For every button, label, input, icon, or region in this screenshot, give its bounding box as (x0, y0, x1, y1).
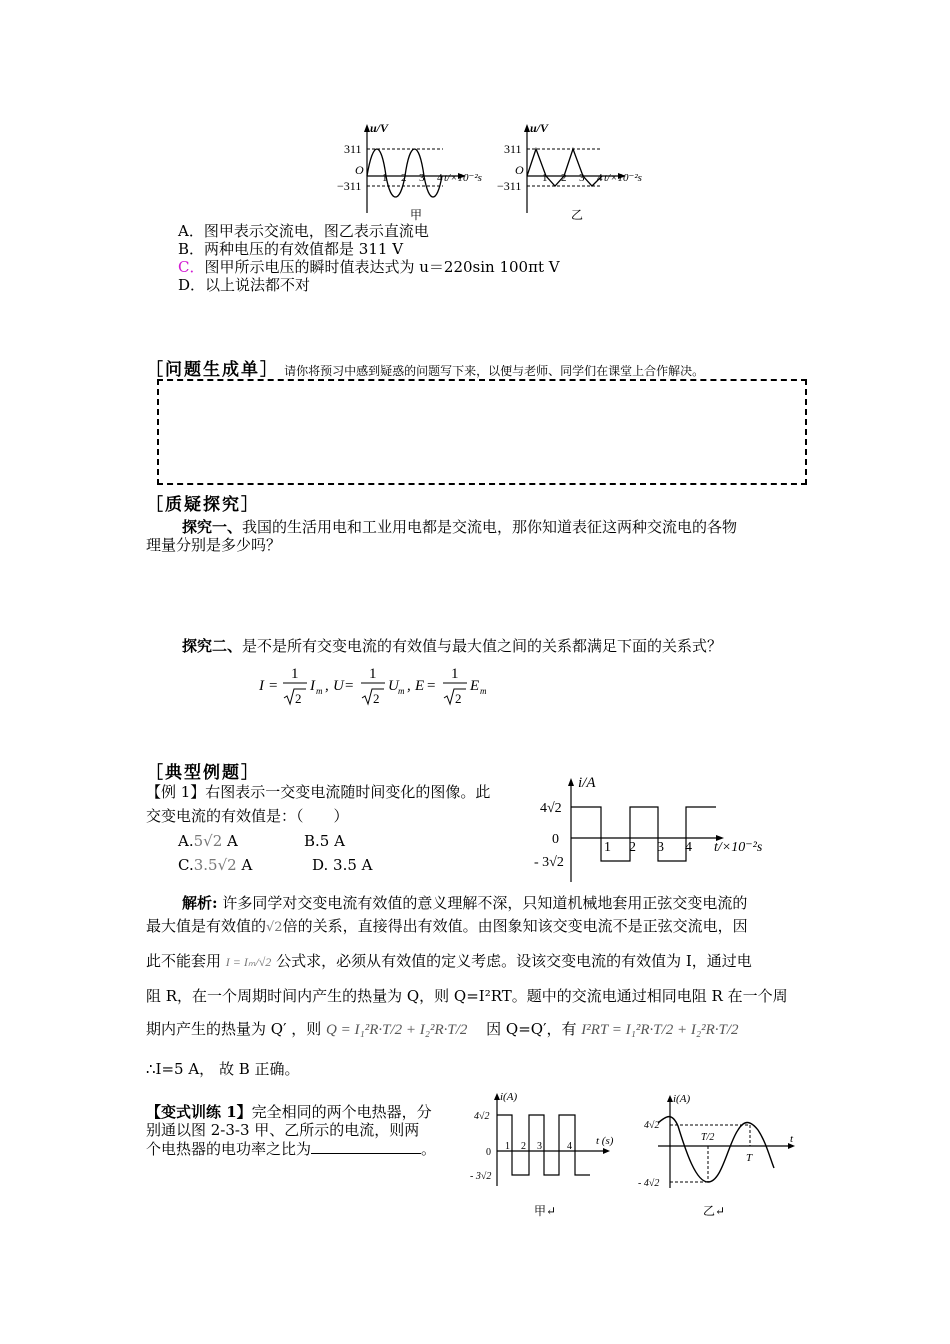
section-title-questions: ［问题生成单］ (146, 360, 279, 380)
svg-text:1: 1 (369, 666, 377, 682)
svg-text:=: = (427, 678, 436, 694)
svg-text:2: 2 (373, 691, 380, 706)
jia-tick-3: 3 (419, 172, 425, 184)
exercise-figure-yi (638, 1093, 795, 1218)
svg-text:E: E (415, 678, 425, 694)
ex1-xlabel: t/×10⁻²s (714, 840, 763, 855)
example1-option-c: C.3.5√2 A (178, 856, 253, 874)
jia-ylabel: u/V (370, 121, 389, 135)
ex2-jia-ybot: - 3√2 (470, 1171, 492, 1182)
solution-formula-im: I = Iₘ/√2 (225, 955, 272, 969)
section-title-explore: ［质疑探究］ (146, 495, 260, 515)
questions-note: 请你将预习中感到疑惑的问题写下来，以便与老师、同学们在课堂上合作解决。 (284, 364, 705, 378)
question-input-box[interactable] (157, 379, 807, 485)
ex2-jia-zero: 0 (486, 1147, 491, 1158)
solution-line2: 最大值是有效值的√2倍的关系，直接得出有效值。由图象知该交变电流不是正弦交流电，因 (146, 917, 748, 935)
exercise-figures (460, 1088, 810, 1228)
yi-tick-4: 4 (597, 172, 603, 184)
svg-text:U: U (333, 678, 344, 694)
ex1-tick-3: 3 (657, 840, 664, 855)
ex2-jia-tick-1: 1 (505, 1141, 510, 1152)
svg-text:2: 2 (455, 691, 462, 706)
example1-figure (520, 770, 780, 888)
ex2-yi-ybot: - 4√2 (638, 1178, 660, 1189)
svg-text:1: 1 (451, 666, 459, 682)
ex1-zero: 0 (552, 832, 559, 847)
jia-tick-1: 1 (382, 172, 388, 184)
ex2-jia-tick-4: 4 (567, 1141, 572, 1152)
yi-ymin: −311 (497, 179, 522, 193)
svg-text:I: I (259, 678, 264, 694)
example1-line2: 交变电流的有效值是：（ ） (146, 807, 349, 825)
solution-conclusion: ∴I=5 A， 故 B 正确。 (146, 1060, 300, 1078)
svg-text:,: , (407, 678, 411, 694)
svg-text:1: 1 (291, 666, 299, 682)
top-figures (330, 118, 660, 228)
yi-tick-3: 3 (579, 172, 585, 184)
ex1-ylabel: i/A (578, 775, 596, 791)
figure-yi-triangle (497, 121, 642, 222)
solution-line4: 阻 R，在一个周期时间内产生的热量为 Q，则 Q=I²RT。题中的交流电通过相同电阻 R 在一个周 (146, 987, 788, 1005)
yi-ymax: 311 (504, 142, 522, 156)
ex2-yi-ylabel: i(A) (673, 1093, 691, 1105)
jia-ymax: 311 (344, 142, 362, 156)
exercise-label: 【变式训练 1】 (146, 1103, 252, 1121)
yi-ylabel: u/V (530, 121, 549, 135)
svg-text:m: m (316, 686, 323, 696)
yi-origin: O (515, 163, 524, 177)
jia-tick-4: 4 (437, 172, 443, 184)
example1-option-d: D. 3.5 A (312, 856, 373, 874)
example1-option-a: A.5√2 A (178, 832, 238, 850)
svg-text:2: 2 (295, 691, 302, 706)
svg-text:I: I (310, 678, 315, 694)
effective-value-formula (255, 660, 515, 710)
svg-text:E: E (470, 678, 480, 694)
solution-formula-equality: I²RT = I₁²R·T/2 + I₂²R·T/2 (581, 1022, 739, 1038)
ex2-jia-tick-2: 2 (521, 1141, 526, 1152)
example1-line1: 【例 1】右图表示一交变电流随时间变化的图像。此 (146, 783, 491, 801)
solution-line1: 解析: 许多同学对交变电流有效值的意义理解不深，只知道机械地套用正弦交变电流的 (182, 894, 748, 912)
ex2-yi-caption: 乙↵ (703, 1204, 726, 1218)
exercise-line1: 【变式训练 1】完全相同的两个电热器，分 (146, 1103, 432, 1121)
figure-jia-sine (337, 121, 482, 222)
yi-tick-1: 1 (542, 172, 548, 184)
svg-text:=: = (269, 678, 278, 694)
jia-xlabel: t/×10⁻²s (444, 172, 482, 184)
exercise-line3: 个电热器的电功率之比为 。 (146, 1140, 437, 1158)
questions-header (146, 355, 704, 380)
explore-q1-label: 探究一、 (182, 518, 243, 536)
option-c-letter: C． (178, 258, 205, 276)
jia-origin: O (355, 163, 364, 177)
exercise-figure-jia (470, 1091, 614, 1218)
yi-caption: 乙 (571, 208, 584, 222)
solution-formula-q: Q = I₁²R·T/2 + I₂²R·T/2 (326, 1022, 468, 1038)
solution-line5: 期内产生的热量为 Q′ ，则 Q = I₁²R·T/2 + I₂²R·T/2 因 Q=Q′，有 I²RT = I₁²R·T/2 + I₂²R·T/2 (146, 1020, 739, 1038)
ex2-jia-xlabel: t (s) (596, 1135, 614, 1147)
solution-line3: 此不能套用 I = Iₘ/√2 公式求，必须从有效值的定义考虑。设该交变电流的有效值为 I，通过电 (146, 952, 752, 970)
ex1-tick-2: 2 (629, 840, 636, 855)
ex2-yi-tick-half: T/2 (701, 1132, 715, 1143)
explore-q1-line1: 探究一、我国的生活用电和工业用电都是交流电，那你知道表征这两种交流电的各物 (182, 518, 738, 536)
jia-tick-2: 2 (401, 172, 407, 184)
ex2-jia-caption: 甲↵ (534, 1204, 557, 1218)
yi-tick-2: 2 (561, 172, 567, 184)
explore-q2-label: 探究二、 (182, 637, 243, 655)
ex1-tick-1: 1 (604, 840, 611, 855)
ex1-ybot: - 3√2 (534, 855, 564, 870)
svg-text:m: m (480, 686, 487, 696)
example1-option-b: B.5 A (304, 832, 345, 850)
option-c: C．图甲所示电压的瞬时值表达式为 u＝220sin 100πt V (178, 258, 560, 276)
explore-q1-line2: 理量分别是多少吗？ (146, 536, 282, 554)
svg-text:,: , (325, 678, 329, 694)
explore-q2: 探究二、是不是所有交变电流的有效值与最大值之间的关系都满足下面的关系式？ (182, 637, 723, 655)
section-title-examples: ［典型例题］ (146, 763, 260, 783)
ex2-yi-tick-t: T (746, 1152, 753, 1164)
ex2-yi-xlabel: t (790, 1133, 794, 1145)
svg-text:m: m (398, 686, 405, 696)
ex2-jia-tick-3: 3 (537, 1141, 542, 1152)
yi-xlabel: t/×10⁻²s (604, 172, 642, 184)
svg-text:=: = (345, 678, 354, 694)
exercise-line2: 别通以图 2-3-3 甲、乙所示的电流，则两 (146, 1121, 420, 1139)
ex1-tick-4: 4 (685, 840, 692, 855)
jia-ymin: −311 (337, 179, 362, 193)
ex2-jia-ylabel: i(A) (500, 1091, 518, 1103)
option-d: D．以上说法都不对 (178, 276, 311, 294)
ex2-yi-ytop: 4√2 (644, 1120, 660, 1131)
answer-blank[interactable] (311, 1139, 421, 1154)
ex1-ytop: 4√2 (540, 801, 562, 816)
solution-label: 解析: (182, 894, 218, 912)
jia-caption: 甲 (410, 208, 423, 222)
option-a: A．图甲表示交流电，图乙表示直流电 (178, 222, 429, 240)
option-b: B．两种电压的有效值都是 311 V (178, 240, 404, 258)
svg-text:U: U (388, 678, 399, 694)
ex2-jia-ytop: 4√2 (474, 1111, 490, 1122)
